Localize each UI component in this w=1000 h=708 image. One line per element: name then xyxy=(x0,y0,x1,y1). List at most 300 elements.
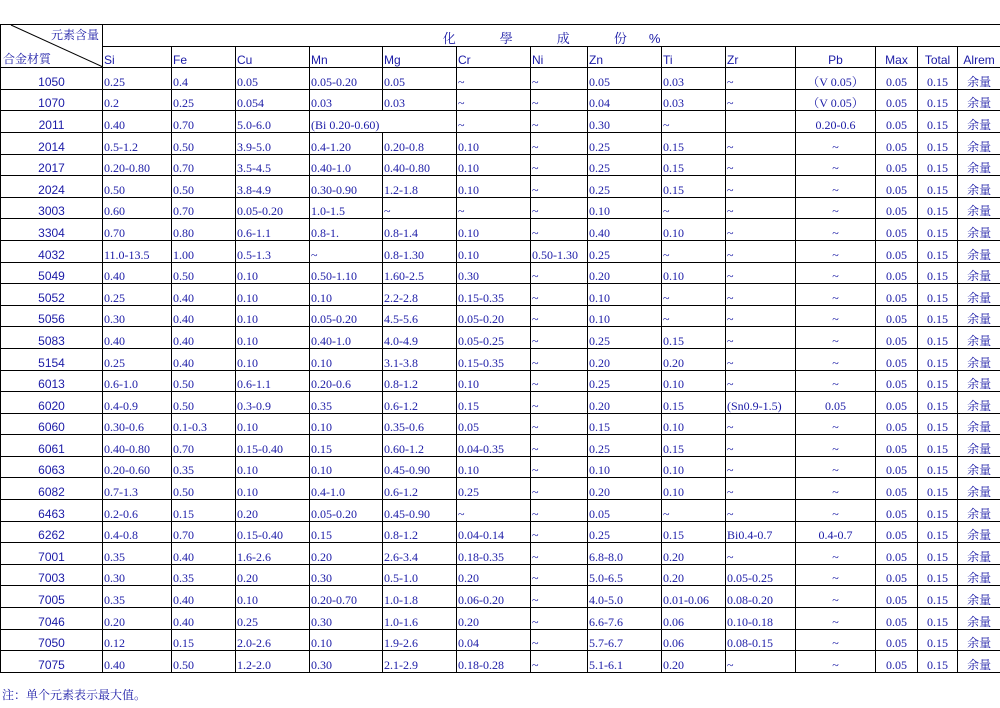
column-header: Cr xyxy=(457,46,531,68)
table-cell: ~ xyxy=(726,154,796,176)
table-cell: 0.8-1. xyxy=(310,219,383,241)
table-cell: 0.05 xyxy=(876,521,918,543)
alloy-grade-cell: 3304 xyxy=(1,219,103,241)
table-cell: 0.35 xyxy=(103,543,172,565)
table-cell: 0.15 xyxy=(662,327,726,349)
footnote: 注：单个元素表示最大值。 xyxy=(2,688,147,702)
table-cell: 2.0-2.6 xyxy=(236,629,310,651)
table-cell: 0.15 xyxy=(918,521,958,543)
table-cell: 0.15 xyxy=(918,68,958,90)
table-cell: ~ xyxy=(796,435,876,457)
table-cell: 0.15 xyxy=(918,500,958,522)
table-cell: 5.0-6.5 xyxy=(588,564,662,586)
table-cell: 0.04-0.14 xyxy=(457,521,531,543)
table-cell: 余量 xyxy=(958,219,1000,241)
table-cell: ~ xyxy=(531,608,588,630)
table-cell: 0.25 xyxy=(588,521,662,543)
table-cell: ~ xyxy=(531,305,588,327)
table-cell: 0.40 xyxy=(172,327,236,349)
table-cell: 0.20 xyxy=(236,500,310,522)
table-cell: 0.15-0.35 xyxy=(457,284,531,306)
table-cell: 0.10 xyxy=(457,240,531,262)
table-cell: 0.05 xyxy=(876,392,918,414)
table-cell: 0.15 xyxy=(662,154,726,176)
table-cell: 0.05 xyxy=(876,132,918,154)
table-cell: 0.50 xyxy=(172,370,236,392)
table-cell: 0.60 xyxy=(103,197,172,219)
column-header: Mg xyxy=(383,46,457,68)
alloy-grade-cell: 6262 xyxy=(1,521,103,543)
table-cell: ~ xyxy=(796,478,876,500)
table-cell: 0.15 xyxy=(172,500,236,522)
table-cell: 0.50 xyxy=(172,176,236,198)
column-header: Zr xyxy=(726,46,796,68)
table-cell: ~ xyxy=(726,240,796,262)
table-cell: ~ xyxy=(726,651,796,673)
table-cell: 0.30 xyxy=(310,651,383,673)
table-cell: 0.35-0.6 xyxy=(383,413,457,435)
table-cell: 0.30 xyxy=(310,608,383,630)
table-cell: 0.30 xyxy=(103,305,172,327)
table-cell: ~ xyxy=(662,305,726,327)
table-row xyxy=(1,197,1000,219)
table-cell: 6.6-7.6 xyxy=(588,608,662,630)
table-cell: 0.18-0.35 xyxy=(457,543,531,565)
table-cell: 3.1-3.8 xyxy=(383,348,457,370)
alloy-grade-cell: 2024 xyxy=(1,176,103,198)
table-cell: 0.25 xyxy=(103,68,172,90)
table-cell: 0.15 xyxy=(918,370,958,392)
title-char: % xyxy=(648,30,661,46)
table-cell: 5.7-6.7 xyxy=(588,629,662,651)
table-cell: 0.05 xyxy=(876,435,918,457)
table-cell: 0.10 xyxy=(236,348,310,370)
table-cell: ~ xyxy=(531,456,588,478)
table-cell: 0.40 xyxy=(103,327,172,349)
alloy-grade-cell: 6082 xyxy=(1,478,103,500)
table-cell: （V 0.05） xyxy=(796,68,876,90)
table-cell: 0.10 xyxy=(588,305,662,327)
table-cell: 余量 xyxy=(958,197,1000,219)
table-cell: ~ xyxy=(796,543,876,565)
table-cell: 0.50-1.30 xyxy=(531,240,588,262)
table-cell: 5.1-6.1 xyxy=(588,651,662,673)
table-cell: 0.10-0.18 xyxy=(726,608,796,630)
table-cell: 0.20 xyxy=(457,608,531,630)
table-cell: 0.15 xyxy=(918,219,958,241)
table-cell: 0.15 xyxy=(918,392,958,414)
table-cell: 0.15 xyxy=(310,435,383,457)
table-cell: 4.5-5.6 xyxy=(383,305,457,327)
table-cell: 0.10 xyxy=(236,413,310,435)
table-cell: 0.05-0.20 xyxy=(236,197,310,219)
title-row xyxy=(1,25,1000,47)
table-cell: 0.15 xyxy=(918,197,958,219)
table-cell: 0.05-0.20 xyxy=(457,305,531,327)
table-cell: 0.05 xyxy=(876,564,918,586)
table-cell: ~ xyxy=(726,543,796,565)
table-row xyxy=(1,219,1000,241)
table-cell: 0.40 xyxy=(103,651,172,673)
column-header: Zn xyxy=(588,46,662,68)
table-cell: 3.9-5.0 xyxy=(236,132,310,154)
table-cell: 余量 xyxy=(958,521,1000,543)
table-cell: 0.40 xyxy=(172,348,236,370)
table-cell: ~ xyxy=(796,370,876,392)
table-cell: ~ xyxy=(726,456,796,478)
table-cell: 0.06 xyxy=(662,629,726,651)
table-cell: ~ xyxy=(726,305,796,327)
alloy-grade-cell: 1070 xyxy=(1,89,103,111)
table-cell: 0.15 xyxy=(918,327,958,349)
alloy-grade-cell: 6061 xyxy=(1,435,103,457)
table-cell: ~ xyxy=(662,197,726,219)
table-cell: 0.20-0.6 xyxy=(796,111,876,133)
table-cell: 0.15 xyxy=(662,435,726,457)
table-cell: 0.03 xyxy=(383,89,457,111)
table-cell: 0.15 xyxy=(662,176,726,198)
table-cell: 0.15 xyxy=(310,521,383,543)
table-cell: 0.15 xyxy=(918,89,958,111)
table-cell: 0.20 xyxy=(457,564,531,586)
table-cell: 0.25 xyxy=(588,176,662,198)
table-title xyxy=(103,25,1000,47)
table-cell: 0.35 xyxy=(310,392,383,414)
table-cell: 0.05 xyxy=(876,262,918,284)
table-row xyxy=(1,629,1000,651)
table-cell: 0.20 xyxy=(588,262,662,284)
table-cell: 0.03 xyxy=(662,68,726,90)
table-cell: 0.05 xyxy=(588,500,662,522)
table-cell: 0.5-1.3 xyxy=(236,240,310,262)
table-cell: ~ xyxy=(531,629,588,651)
table-cell: 0.10 xyxy=(236,478,310,500)
table-cell: ~ xyxy=(457,111,531,133)
table-cell: 余量 xyxy=(958,348,1000,370)
table-cell: 余量 xyxy=(958,543,1000,565)
table-cell: 0.30 xyxy=(457,262,531,284)
table-cell: ~ xyxy=(796,586,876,608)
table-cell: 余量 xyxy=(958,68,1000,90)
table-cell: 0.50 xyxy=(172,651,236,673)
table-cell: ~ xyxy=(457,197,531,219)
table-cell: 0.05-0.25 xyxy=(457,327,531,349)
table-cell: ~ xyxy=(383,197,457,219)
alloy-grade-cell: 7003 xyxy=(1,564,103,586)
table-cell: 0.15 xyxy=(918,478,958,500)
table-cell: 0.50 xyxy=(172,132,236,154)
table-cell: 余量 xyxy=(958,413,1000,435)
table-cell: 0.10 xyxy=(457,154,531,176)
table-cell: 1.60-2.5 xyxy=(383,262,457,284)
table-row xyxy=(1,370,1000,392)
table-cell: ~ xyxy=(796,348,876,370)
table-cell: ~ xyxy=(531,111,588,133)
table-cell: 0.4-0.9 xyxy=(103,392,172,414)
table-cell: 0.30-0.90 xyxy=(310,176,383,198)
table-cell: 0.15 xyxy=(918,111,958,133)
table-cell: 0.20 xyxy=(662,651,726,673)
table-cell: ~ xyxy=(531,327,588,349)
table-cell: ~ xyxy=(531,392,588,414)
table-cell: 0.05 xyxy=(876,89,918,111)
corner-bottom-label: 合金材質 xyxy=(3,52,52,67)
table-cell: 0.70 xyxy=(172,111,236,133)
table-cell: ~ xyxy=(531,521,588,543)
table-cell: 余量 xyxy=(958,392,1000,414)
table-cell: 0.20-0.70 xyxy=(310,586,383,608)
table-cell: ~ xyxy=(726,176,796,198)
alloy-grade-cell: 6020 xyxy=(1,392,103,414)
alloy-grade-cell: 1050 xyxy=(1,68,103,90)
alloy-grade-cell: 5056 xyxy=(1,305,103,327)
table-cell: 1.0-1.5 xyxy=(310,197,383,219)
table-cell: 0.05-0.25 xyxy=(726,564,796,586)
table-cell: 余量 xyxy=(958,586,1000,608)
table-cell: ~ xyxy=(726,327,796,349)
table-cell: 0.15 xyxy=(918,435,958,457)
table-cell: 0.05-0.20 xyxy=(310,500,383,522)
table-cell: 0.20 xyxy=(662,564,726,586)
table-cell: ~ xyxy=(531,435,588,457)
table-cell: 0.15 xyxy=(918,413,958,435)
table-cell: 0.15-0.40 xyxy=(236,521,310,543)
table-cell: ~ xyxy=(796,219,876,241)
table-cell: 1.2-1.8 xyxy=(383,176,457,198)
table-cell: 0.18-0.28 xyxy=(457,651,531,673)
table-cell: 余量 xyxy=(958,435,1000,457)
table-cell: 0.15 xyxy=(918,305,958,327)
table-cell: 0.40 xyxy=(172,608,236,630)
header-corner xyxy=(1,25,103,68)
table-cell: ~ xyxy=(796,284,876,306)
table-cell: ~ xyxy=(796,651,876,673)
table-cell: ~ xyxy=(531,89,588,111)
table-cell: 0.15 xyxy=(918,176,958,198)
table-cell: 0.30 xyxy=(310,564,383,586)
alloy-grade-cell: 6463 xyxy=(1,500,103,522)
table-cell: 4.0-5.0 xyxy=(588,586,662,608)
table-cell: 0.15-0.40 xyxy=(236,435,310,457)
table-cell: 0.15 xyxy=(172,629,236,651)
table-cell: 0.8-1.30 xyxy=(383,240,457,262)
table-cell: ~ xyxy=(531,348,588,370)
table-cell: 余量 xyxy=(958,89,1000,111)
table-cell: 0.10 xyxy=(310,413,383,435)
title-char: 份 xyxy=(613,30,627,46)
column-header: Ti xyxy=(662,46,726,68)
table-cell: 余量 xyxy=(958,478,1000,500)
table-cell: 0.10 xyxy=(588,197,662,219)
table-cell: 0.50 xyxy=(172,262,236,284)
table-cell: 0.50-1.10 xyxy=(310,262,383,284)
table-row xyxy=(1,413,1000,435)
table-cell: 0.15 xyxy=(918,629,958,651)
table-cell: 余量 xyxy=(958,132,1000,154)
table-cell: 0.40-1.0 xyxy=(310,327,383,349)
table-cell: 余量 xyxy=(958,500,1000,522)
table-cell: 0.10 xyxy=(236,327,310,349)
table-cell: 0.04-0.35 xyxy=(457,435,531,457)
table-cell: 0.10 xyxy=(236,586,310,608)
table-cell: 0.10 xyxy=(310,284,383,306)
table-cell: ~ xyxy=(531,197,588,219)
table-cell: ~ xyxy=(531,564,588,586)
table-cell: 0.10 xyxy=(236,305,310,327)
table-cell: 0.15 xyxy=(918,154,958,176)
table-cell: 0.10 xyxy=(457,219,531,241)
column-header: Ni xyxy=(531,46,588,68)
table-cell: ~ xyxy=(531,500,588,522)
table-cell: ~ xyxy=(796,262,876,284)
table-cell: 0.05 xyxy=(876,456,918,478)
table-row xyxy=(1,392,1000,414)
table-cell: 0.05 xyxy=(876,111,918,133)
table-cell: ~ xyxy=(310,240,383,262)
table-cell: 余量 xyxy=(958,608,1000,630)
table-cell: 0.05 xyxy=(876,370,918,392)
table-cell: 0.25 xyxy=(103,348,172,370)
table-cell: 0.25 xyxy=(236,608,310,630)
table-cell: ~ xyxy=(531,154,588,176)
table-cell: 余量 xyxy=(958,305,1000,327)
table-cell: ~ xyxy=(796,608,876,630)
table-cell: 余量 xyxy=(958,370,1000,392)
alloy-grade-cell: 5083 xyxy=(1,327,103,349)
table-cell: 1.0-1.6 xyxy=(383,608,457,630)
table-cell: 0.05 xyxy=(876,305,918,327)
table-cell: 0.15 xyxy=(662,521,726,543)
table-cell: 0.05 xyxy=(876,154,918,176)
column-header: Mn xyxy=(310,46,383,68)
table-cell: 余量 xyxy=(958,240,1000,262)
table-cell: ~ xyxy=(726,262,796,284)
table-row xyxy=(1,305,1000,327)
table-row xyxy=(1,500,1000,522)
table-cell: 0.05 xyxy=(876,413,918,435)
table-row xyxy=(1,521,1000,543)
table-cell: 0.05-0.20 xyxy=(310,68,383,90)
table-cell: ~ xyxy=(726,500,796,522)
table-cell: ~ xyxy=(457,89,531,111)
table-cell: 0.4-1.0 xyxy=(310,478,383,500)
table-cell: 0.10 xyxy=(310,348,383,370)
alloy-grade-cell: 7075 xyxy=(1,651,103,673)
table-cell: ~ xyxy=(796,456,876,478)
table-cell: 0.10 xyxy=(662,413,726,435)
table-cell: 0.05 xyxy=(876,629,918,651)
table-cell: 0.05 xyxy=(876,219,918,241)
alloy-grade-cell: 4032 xyxy=(1,240,103,262)
column-header: Cu xyxy=(236,46,310,68)
table-row xyxy=(1,327,1000,349)
table-row xyxy=(1,348,1000,370)
table-cell: 0.20 xyxy=(588,392,662,414)
table-row xyxy=(1,262,1000,284)
table-cell: 0.20 xyxy=(310,543,383,565)
table-cell: ~ xyxy=(457,500,531,522)
table-cell: 0.20 xyxy=(588,478,662,500)
table-cell: 0.05 xyxy=(876,586,918,608)
table-cell: 0.05 xyxy=(876,240,918,262)
alloy-grade-cell: 5052 xyxy=(1,284,103,306)
table-cell: ~ xyxy=(726,370,796,392)
table-cell: 1.00 xyxy=(172,240,236,262)
table-cell: 0.10 xyxy=(457,176,531,198)
table-cell: 0.35 xyxy=(103,586,172,608)
table-row xyxy=(1,651,1000,673)
table-cell: 0.05 xyxy=(876,176,918,198)
table-cell: 0.4 xyxy=(172,68,236,90)
column-header: Total xyxy=(918,46,958,68)
table-cell: 余量 xyxy=(958,564,1000,586)
table-cell: ~ xyxy=(726,284,796,306)
table-cell: 0.40 xyxy=(103,262,172,284)
table-cell: 0.10 xyxy=(662,478,726,500)
table-cell: 0.05 xyxy=(876,68,918,90)
table-cell: 0.05 xyxy=(876,478,918,500)
alloy-grade-cell: 5049 xyxy=(1,262,103,284)
table-cell: 0.10 xyxy=(588,456,662,478)
table-cell: ~ xyxy=(796,305,876,327)
table-cell: ~ xyxy=(796,629,876,651)
table-cell: 6.8-8.0 xyxy=(588,543,662,565)
alloy-grade-cell: 7046 xyxy=(1,608,103,630)
table-cell: 0.15 xyxy=(918,586,958,608)
table-cell: 0.08-0.20 xyxy=(726,586,796,608)
table-cell: 0.25 xyxy=(588,370,662,392)
table-cell: 0.15 xyxy=(588,413,662,435)
table-cell: Bi0.4-0.7 xyxy=(726,521,796,543)
alloy-grade-cell: 6060 xyxy=(1,413,103,435)
table-cell: 0.10 xyxy=(310,629,383,651)
table-cell: 0.10 xyxy=(662,456,726,478)
table-cell: ~ xyxy=(726,478,796,500)
table-cell: 0.2-0.6 xyxy=(103,500,172,522)
table-cell: 0.15 xyxy=(918,240,958,262)
table-cell: 0.70 xyxy=(172,197,236,219)
table-cell: 0.1-0.3 xyxy=(172,413,236,435)
table-cell: 0.15 xyxy=(918,608,958,630)
table-cell: (Sn0.9-1.5) xyxy=(726,392,796,414)
table-cell: 2.2-2.8 xyxy=(383,284,457,306)
table-cell: 0.4-0.8 xyxy=(103,521,172,543)
alloy-grade-cell: 2017 xyxy=(1,154,103,176)
table-cell: 0.4-1.20 xyxy=(310,132,383,154)
table-cell: ~ xyxy=(796,500,876,522)
table-cell: ~ xyxy=(726,435,796,457)
table-cell: 0.45-0.90 xyxy=(383,456,457,478)
table-cell: ~ xyxy=(531,284,588,306)
table-cell: 0.10 xyxy=(588,284,662,306)
table-cell: 0.40 xyxy=(172,305,236,327)
table-cell: 0.25 xyxy=(588,240,662,262)
table-cell: ~ xyxy=(726,413,796,435)
table-cell: 0.60-1.2 xyxy=(383,435,457,457)
table-cell: ~ xyxy=(531,219,588,241)
table-cell: ~ xyxy=(796,564,876,586)
table-cell: 0.6-1.1 xyxy=(236,370,310,392)
table-cell: 0.8-1.2 xyxy=(383,521,457,543)
table-cell: 0.25 xyxy=(172,89,236,111)
table-cell: 0.15 xyxy=(662,132,726,154)
table-cell: 0.20-0.8 xyxy=(383,132,457,154)
table-cell: 0.15 xyxy=(918,543,958,565)
table-row xyxy=(1,284,1000,306)
table-cell: 0.01-0.06 xyxy=(662,586,726,608)
column-header-row xyxy=(1,46,1000,68)
table-cell: 0.40-0.80 xyxy=(383,154,457,176)
